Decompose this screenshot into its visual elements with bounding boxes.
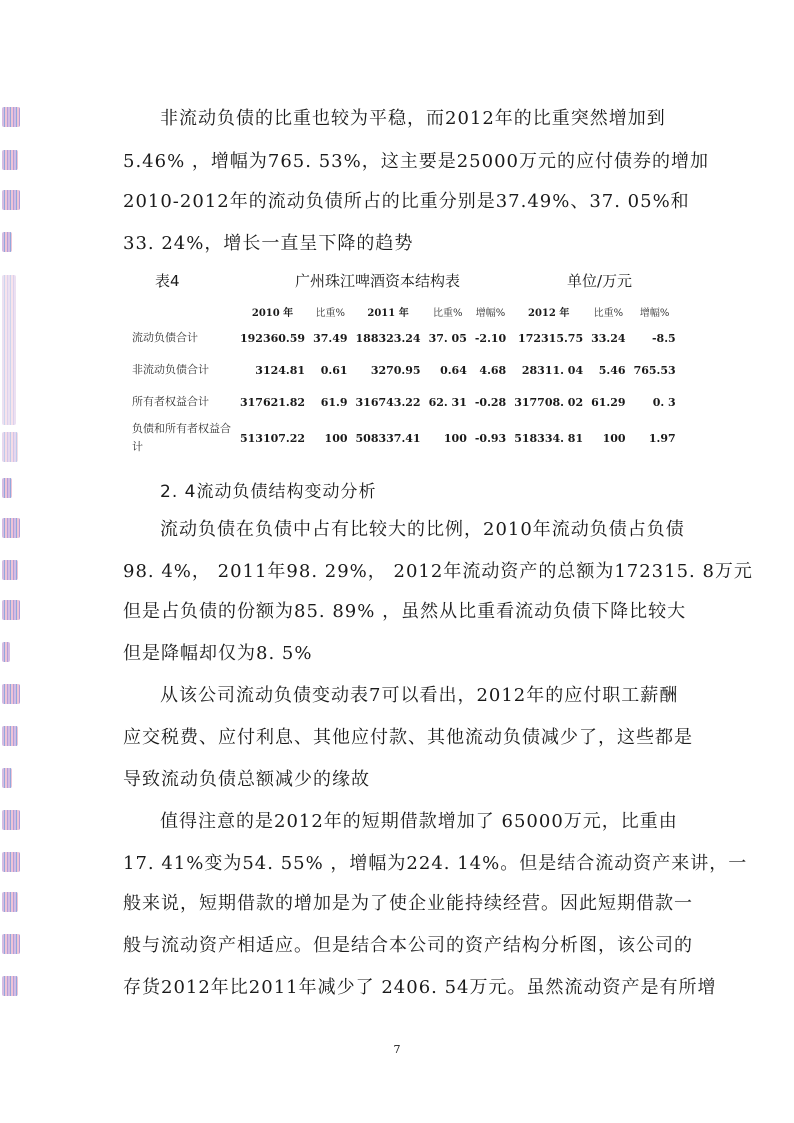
table-header-row: [128, 300, 680, 322]
margin-mark: [2, 478, 12, 498]
row-label: 所有者权益合计: [132, 395, 209, 408]
table-unit: 单位/万元: [567, 272, 633, 290]
column-header: [128, 300, 236, 322]
margin-mark: [2, 892, 18, 912]
table-cell: 513107.22: [240, 431, 306, 445]
table-cell: -0.28: [474, 395, 507, 409]
table-cell: 316743.22: [355, 395, 421, 409]
page-number: 7: [393, 1043, 401, 1056]
paragraph4-line: 般与流动资产相适应。但是结合本公司的资产结构分析图，该公司的: [123, 935, 693, 956]
margin-mark: [2, 976, 18, 996]
row-label: 非流动负债合计: [132, 363, 209, 376]
table-cell: -2.10: [474, 331, 507, 345]
paragraph3-line: 从该公司流动负债变动表7可以看出，2012年的应付职工薪酬: [160, 685, 679, 706]
table-row: [128, 418, 680, 458]
table-cell: 62. 31: [428, 395, 467, 409]
table-cell: 33.24: [591, 331, 626, 345]
table-cell: 317708. 02: [514, 395, 584, 409]
table-cell: 0. 3: [652, 395, 676, 409]
table-cell: 100: [443, 431, 467, 445]
table-cell: 100: [602, 431, 626, 445]
margin-mark: [2, 726, 18, 746]
margin-mark: [2, 518, 20, 538]
paragraph3-line: 应交税费、应付利息、其他应付款、其他流动负债减少了，这些都是: [123, 727, 693, 748]
column-header: 2012 年: [528, 307, 570, 319]
paragraph2-line: 但是降幅却仅为8. 5%: [123, 643, 313, 664]
table-cell: 3270.95: [370, 363, 421, 377]
paragraph3-line: 导致流动负债总额减少的缘故: [123, 769, 370, 790]
margin-mark: [2, 810, 20, 830]
table-cell: 172315.75: [518, 331, 584, 345]
paragraph1-line: 33. 24%，增长一直呈下降的趋势: [123, 233, 414, 254]
margin-mark: [2, 275, 16, 425]
margin-mark: [2, 107, 20, 127]
table-row: [128, 354, 680, 386]
table-cell: 4.68: [479, 363, 507, 377]
margin-mark: [2, 768, 12, 788]
table-cell: 37.49: [313, 331, 348, 345]
paragraph4-line: 般来说，短期借款的增加是为了使企业能持续经营。因此短期借款一: [123, 893, 693, 914]
paragraph2-line: 流动负债在负债中占有比较大的比例，2010年流动负债占负债: [160, 519, 685, 540]
table-cell: -0.93: [474, 431, 507, 445]
table-cell: 765.53: [633, 363, 676, 377]
table-cell: 1.97: [648, 431, 676, 445]
table-cell: 28311. 04: [521, 363, 584, 377]
table-cell: 61.9: [320, 395, 348, 409]
margin-mark: [2, 642, 10, 662]
table-cell: 0.61: [320, 363, 348, 377]
paragraph4-line: 值得注意的是2012年的短期借款增加了 65000万元，比重由: [160, 811, 678, 832]
table-cell: 317621.82: [240, 395, 306, 409]
table-cell: 61.29: [591, 395, 626, 409]
margin-mark: [2, 150, 18, 170]
row-label: 流动负债合计: [132, 331, 198, 344]
column-header: 比重%: [593, 307, 624, 319]
paragraph4-line: 存货2012年比2011年减少了 2406. 54万元。虽然流动资产是有所增: [123, 977, 717, 998]
margin-mark: [2, 432, 18, 462]
table-cell: 37. 05: [428, 331, 467, 345]
table-cell: 192360.59: [240, 331, 306, 345]
margin-mark: [2, 232, 12, 252]
margin-mark: [2, 600, 20, 620]
table-label: 表4: [155, 272, 180, 290]
table-cell: 100: [324, 431, 348, 445]
table-cell: 518334. 81: [514, 431, 584, 445]
column-header: 增幅%: [475, 307, 506, 319]
margin-mark: [2, 852, 20, 872]
paragraph1-line: 2010-2012年的流动负债所占的比重分别是37.49%、37. 05%和: [123, 191, 690, 212]
paragraph1-line: 5.46% ，增幅为765. 53%，这主要是25000万元的应付债券的增加: [123, 151, 709, 172]
paragraph2-line: 98. 4%， 2011年98. 29%， 2012年流动资产的总额为172315. 8万元: [123, 561, 753, 582]
margin-scan-artifacts: [2, 0, 24, 1123]
column-header: 2010 年: [251, 307, 294, 319]
margin-mark: [2, 934, 20, 954]
table-title: 广州珠江啤酒资本结构表: [295, 272, 461, 290]
paragraph1-line: 非流动负债的比重也较为平稳，而2012年的比重突然增加到: [160, 108, 666, 129]
table-cell: -8.5: [651, 331, 676, 345]
table-row: [128, 386, 680, 418]
section-heading: 2. 4流动负债结构变动分析: [160, 482, 377, 502]
table-cell: 508337.41: [355, 431, 421, 445]
table-row: [128, 322, 680, 354]
column-header: 比重%: [432, 307, 463, 319]
table-caption: [155, 270, 655, 294]
row-label: 负债和所有者权益合计: [132, 422, 231, 453]
table-cell: 0.64: [440, 363, 467, 377]
table-cell: 5.46: [598, 363, 626, 377]
paragraph4-line: 17. 41%变为54. 55% ，增幅为224. 14%。但是结合流动资产来讲，一: [123, 853, 748, 874]
capital-structure-table: [128, 300, 680, 458]
paragraph2-line: 但是占负债的份额为85. 89% ，虽然从比重看流动负债下降比较大: [123, 601, 687, 622]
column-header: 增幅%: [639, 307, 670, 319]
column-header: 比重%: [315, 307, 346, 319]
table-cell: 3124.81: [255, 363, 306, 377]
margin-mark: [2, 684, 20, 704]
margin-mark: [2, 560, 18, 580]
margin-mark: [2, 190, 20, 210]
table-cell: 188323.24: [355, 331, 421, 345]
column-header: 2011 年: [367, 307, 409, 319]
